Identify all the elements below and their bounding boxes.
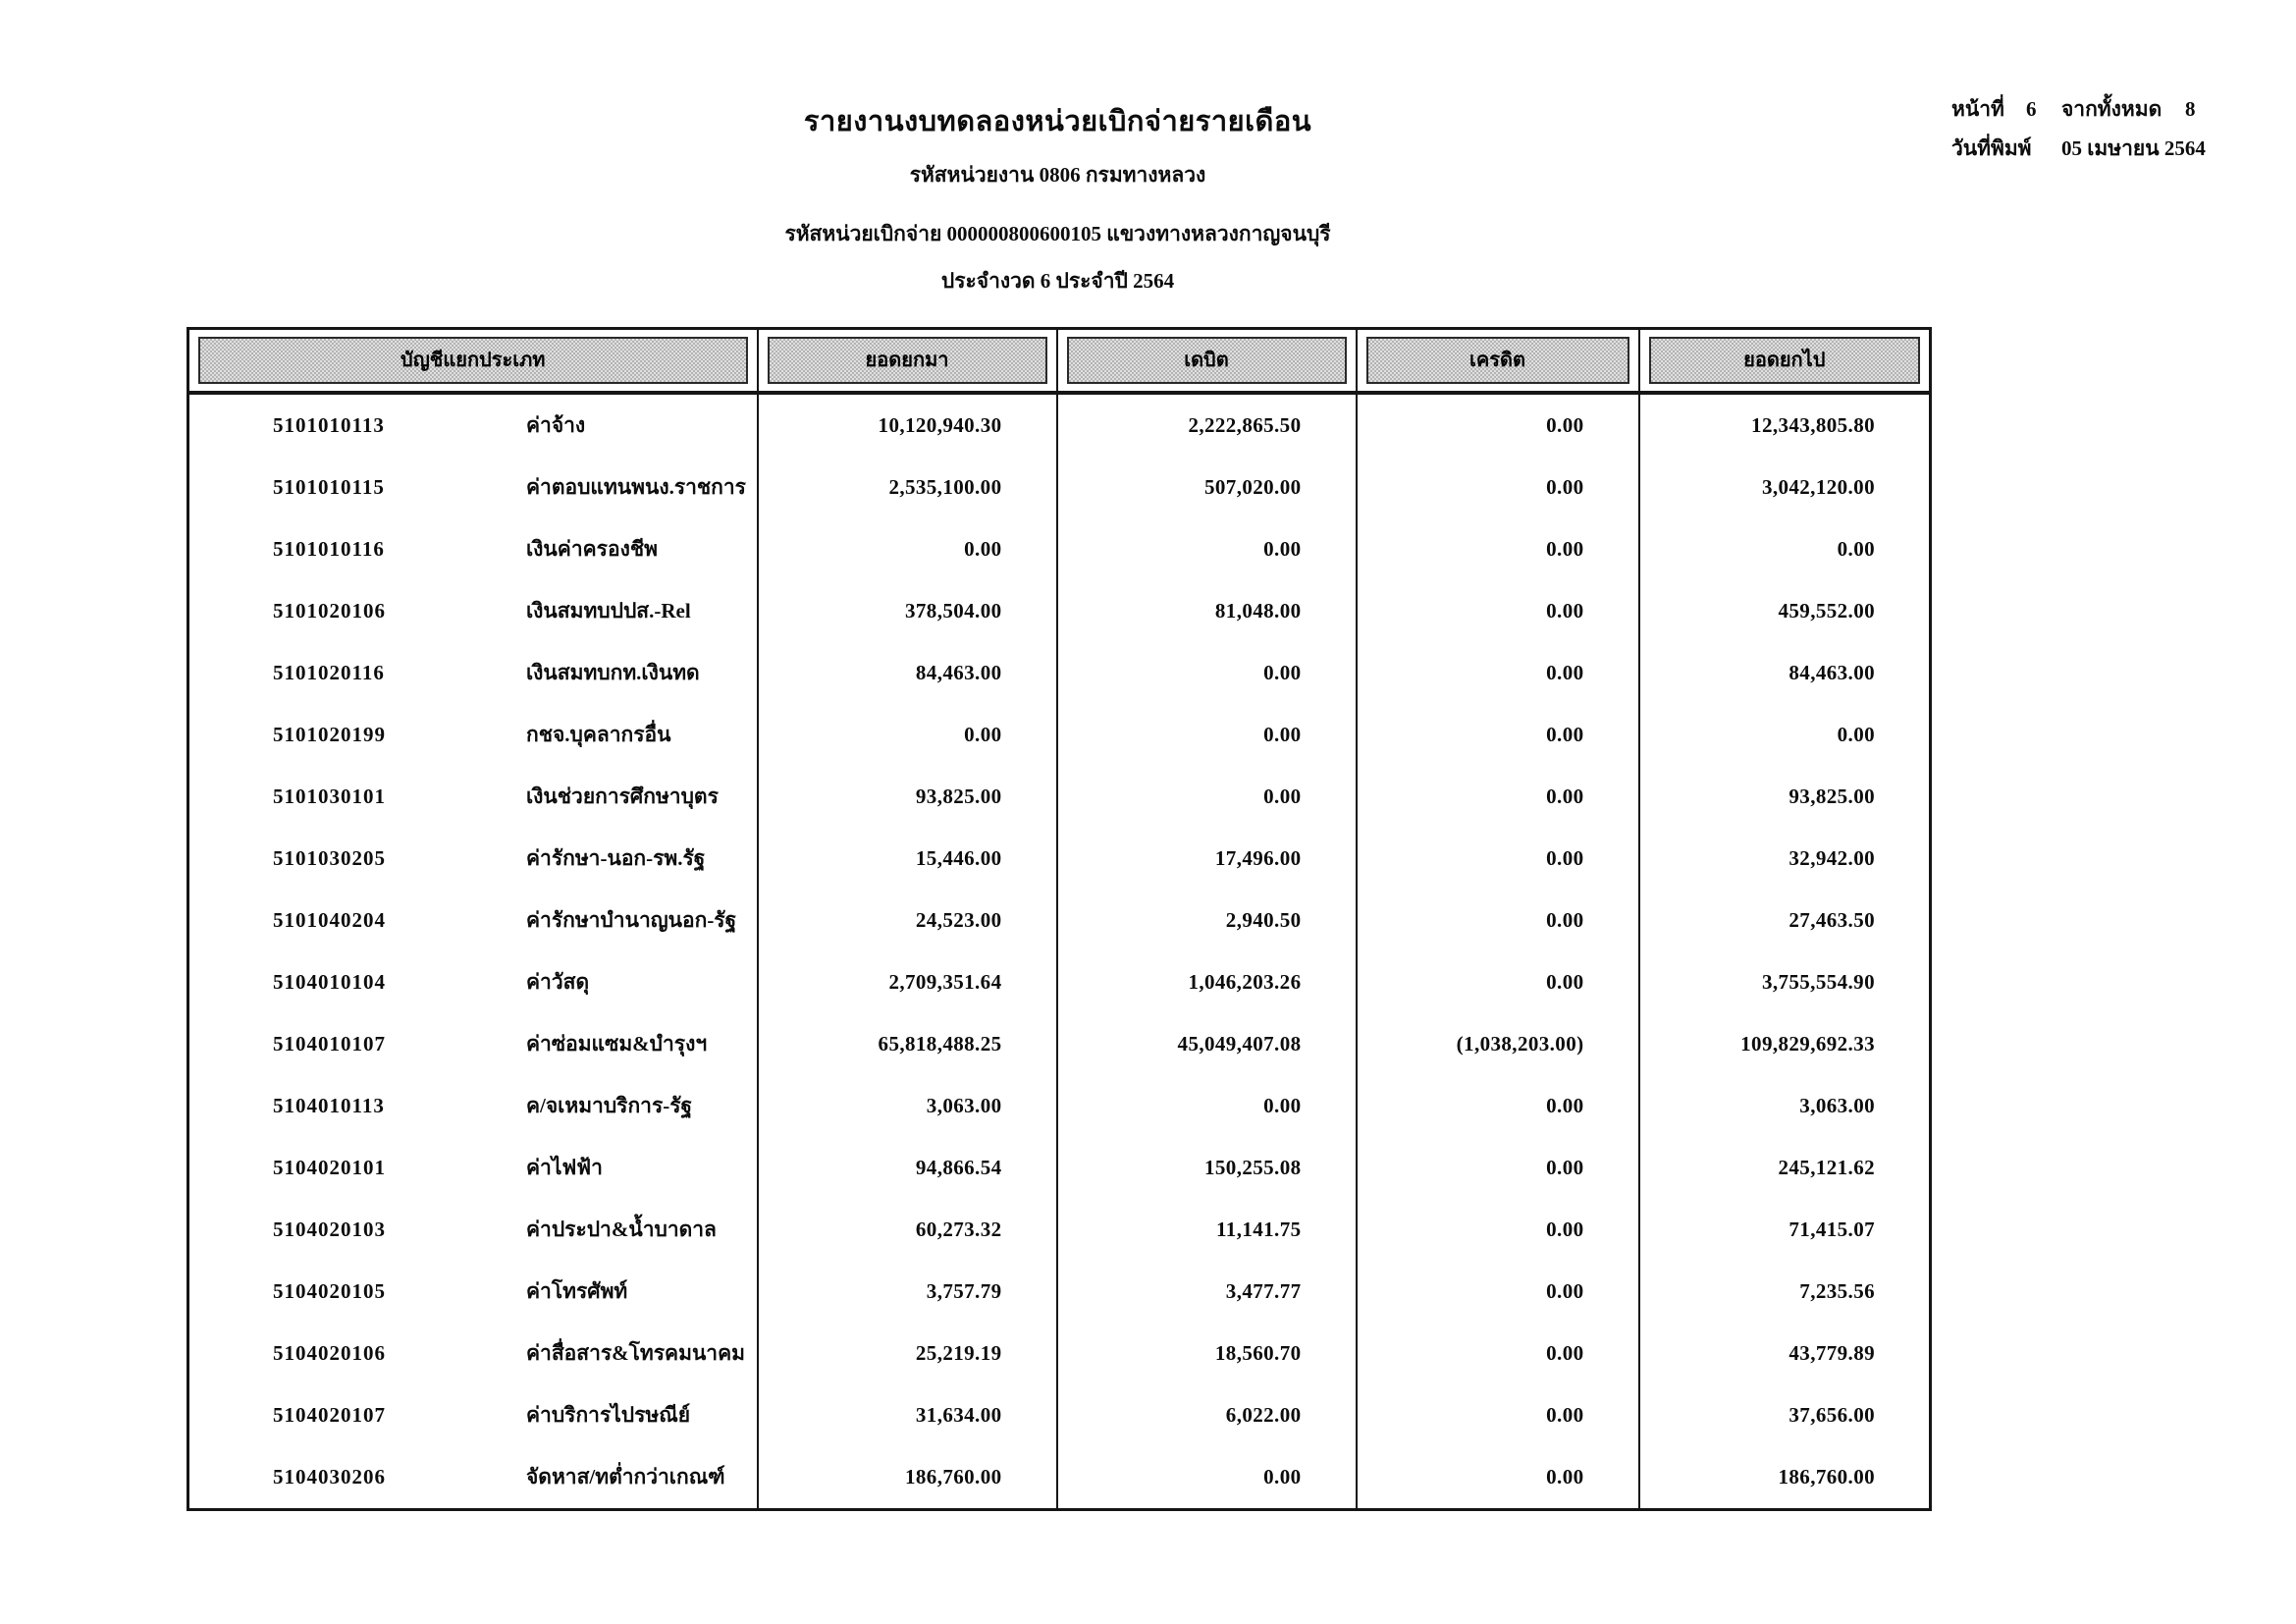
account-name: ค่าประปา&น้ำบาดาล — [526, 1218, 717, 1241]
table-row — [188, 1137, 1931, 1199]
account-name: ค่าโทรศัพท์ — [526, 1279, 628, 1303]
account-cell — [188, 1323, 758, 1384]
opening-balance-cell: 93,825.00 — [758, 766, 1057, 828]
total-pages-value: 8 — [2185, 97, 2196, 121]
credit-cell: 0.00 — [1357, 766, 1639, 828]
column-header-debit-label: เดบิต — [1067, 337, 1347, 384]
closing-balance-cell: 0.00 — [1837, 537, 1875, 561]
opening-balance-cell: 2,535,100.00 — [758, 457, 1057, 518]
closing-balance-cell: 27,463.50 — [1789, 908, 1875, 932]
credit-cell: 0.00 — [1357, 457, 1639, 518]
account-cell — [188, 642, 758, 704]
account-cell — [188, 457, 758, 518]
opening-balance-cell: 186,760.00 — [758, 1446, 1057, 1510]
table-row — [188, 890, 1931, 951]
column-header-credit-label: เครดิต — [1366, 337, 1629, 384]
credit-cell: 0.00 — [1357, 1137, 1639, 1199]
period-line: ประจำงวด 6 ประจำปี 2564 — [940, 269, 1175, 293]
page-number-value: 6 — [2026, 97, 2037, 121]
table-row — [188, 951, 1931, 1013]
closing-balance-cell: 84,463.00 — [1789, 661, 1875, 684]
opening-balance-cell: 25,219.19 — [758, 1323, 1057, 1384]
account-code: 5104020105 — [273, 1279, 386, 1303]
debit-cell: 0.00 — [1057, 704, 1357, 766]
account-cell — [188, 1013, 758, 1075]
account-cell — [188, 580, 758, 642]
debit-cell: 45,049,407.08 — [1057, 1013, 1357, 1075]
column-header-closing-balance-label: ยอดยกไป — [1649, 337, 1921, 384]
account-code: 5101010116 — [273, 537, 385, 561]
table-row — [188, 704, 1931, 766]
account-cell — [188, 890, 758, 951]
credit-cell: 0.00 — [1357, 518, 1639, 580]
column-header-closing-balance — [1639, 329, 1931, 394]
page-title: รายงานงบทดลองหน่วยเบิกจ่ายรายเดือน — [803, 106, 1312, 137]
debit-cell: 0.00 — [1057, 766, 1357, 828]
account-cell — [188, 951, 758, 1013]
account-name: ค่าไฟฟ้า — [526, 1156, 603, 1179]
column-header-account-label: บัญชีแยกประเภท — [198, 337, 748, 384]
table-row — [188, 393, 1931, 457]
account-name: เงินช่วยการศึกษาบุตร — [526, 785, 719, 808]
account-code: 5101020199 — [273, 723, 386, 746]
credit-cell: 0.00 — [1357, 951, 1639, 1013]
account-cell — [188, 766, 758, 828]
account-code: 5104020103 — [273, 1218, 386, 1241]
account-cell — [188, 704, 758, 766]
closing-balance-cell: 0.00 — [1837, 723, 1875, 746]
account-name: ค/จเหมาบริการ-รัฐ — [526, 1094, 693, 1117]
table-header-row — [188, 329, 1931, 394]
table-row — [188, 642, 1931, 704]
print-date-line — [1951, 134, 2206, 163]
closing-balance-cell: 109,829,692.33 — [1740, 1032, 1875, 1056]
credit-cell: 0.00 — [1357, 580, 1639, 642]
account-name: ค่าจ้าง — [526, 413, 586, 437]
table-row — [188, 1199, 1931, 1261]
credit-cell: 0.00 — [1357, 1446, 1639, 1510]
account-name: ค่าซ่อมแซม&บำรุงฯ — [526, 1032, 708, 1056]
account-name: จัดหาส/ทต่ำกว่าเกณฑ์ — [526, 1465, 725, 1489]
table-row — [188, 518, 1931, 580]
account-cell — [188, 1199, 758, 1261]
account-cell — [188, 393, 758, 457]
debit-cell: 0.00 — [1057, 518, 1357, 580]
debit-cell: 0.00 — [1057, 1446, 1357, 1510]
table-row — [188, 1013, 1931, 1075]
opening-balance-cell: 2,709,351.64 — [758, 951, 1057, 1013]
account-cell — [188, 1446, 758, 1510]
opening-balance-cell: 378,504.00 — [758, 580, 1057, 642]
credit-cell: 0.00 — [1357, 1261, 1639, 1323]
account-cell — [188, 1075, 758, 1137]
closing-balance-cell: 3,042,120.00 — [1761, 475, 1875, 499]
closing-balance-cell: 37,656.00 — [1789, 1403, 1875, 1427]
table-row — [188, 1384, 1931, 1446]
account-name: กชจ.บุคลากรอื่น — [526, 723, 671, 746]
credit-cell: 0.00 — [1357, 1075, 1639, 1137]
opening-balance-cell: 0.00 — [758, 518, 1057, 580]
page-number-line — [1951, 94, 2206, 124]
account-cell — [188, 518, 758, 580]
closing-balance-cell: 7,235.56 — [1799, 1279, 1875, 1303]
account-name: ค่าสื่อสาร&โทรคมนาคม — [526, 1341, 745, 1365]
debit-cell: 11,141.75 — [1057, 1199, 1357, 1261]
opening-balance-cell: 94,866.54 — [758, 1137, 1057, 1199]
opening-balance-cell: 15,446.00 — [758, 828, 1057, 890]
opening-balance-cell: 65,818,488.25 — [758, 1013, 1057, 1075]
opening-balance-cell: 84,463.00 — [758, 642, 1057, 704]
closing-balance-cell: 93,825.00 — [1789, 785, 1875, 808]
account-name: ค่าบริการไปรษณีย์ — [526, 1403, 691, 1427]
account-code: 5104020106 — [273, 1341, 386, 1365]
account-name: ค่าวัสดุ — [526, 970, 590, 994]
table-body — [188, 393, 1931, 1510]
account-code: 5101020106 — [273, 599, 386, 623]
account-code: 5104010107 — [273, 1032, 386, 1056]
account-code: 5104020101 — [273, 1156, 386, 1179]
account-name: ค่ารักษาบำนาญนอก-รัฐ — [526, 908, 737, 932]
table-row — [188, 580, 1931, 642]
closing-balance-cell: 43,779.89 — [1789, 1341, 1875, 1365]
debit-cell: 6,022.00 — [1057, 1384, 1357, 1446]
closing-balance-cell: 3,063.00 — [1799, 1094, 1875, 1117]
opening-balance-cell: 31,634.00 — [758, 1384, 1057, 1446]
account-code: 5104030206 — [273, 1465, 386, 1489]
table-row — [188, 1446, 1931, 1510]
debit-cell: 1,046,203.26 — [1057, 951, 1357, 1013]
opening-balance-cell: 10,120,940.30 — [758, 393, 1057, 457]
debit-cell: 81,048.00 — [1057, 580, 1357, 642]
credit-cell: 0.00 — [1357, 1384, 1639, 1446]
closing-balance-cell: 3,755,554.90 — [1761, 970, 1875, 994]
closing-balance-cell: 245,121.62 — [1778, 1156, 1875, 1179]
disbursement-unit-line: รหัสหน่วยเบิกจ่าย 000000800600105 แขวงทางหลวงกาญจนบุรี — [784, 222, 1331, 245]
debit-cell: 17,496.00 — [1057, 828, 1357, 890]
credit-cell: 0.00 — [1357, 1323, 1639, 1384]
opening-balance-cell: 60,273.32 — [758, 1199, 1057, 1261]
opening-balance-cell: 3,063.00 — [758, 1075, 1057, 1137]
table-row — [188, 457, 1931, 518]
table-row — [188, 1075, 1931, 1137]
debit-cell: 18,560.70 — [1057, 1323, 1357, 1384]
account-code: 5101040204 — [273, 908, 386, 932]
column-header-credit — [1357, 329, 1639, 394]
account-cell — [188, 1384, 758, 1446]
account-cell — [188, 1137, 758, 1199]
debit-cell: 2,940.50 — [1057, 890, 1357, 951]
debit-cell: 0.00 — [1057, 642, 1357, 704]
debit-cell: 150,255.08 — [1057, 1137, 1357, 1199]
agency-code-line: รหัสหน่วยงาน 0806 กรมทางหลวง — [909, 163, 1206, 187]
opening-balance-cell: 24,523.00 — [758, 890, 1057, 951]
debit-cell: 0.00 — [1057, 1075, 1357, 1137]
print-date-value: 05 เมษายน 2564 — [2061, 136, 2206, 160]
account-code: 5101020116 — [273, 661, 385, 684]
credit-cell: (1,038,203.00) — [1357, 1013, 1639, 1075]
table-row — [188, 828, 1931, 890]
column-header-opening-balance — [758, 329, 1057, 394]
closing-balance-cell: 71,415.07 — [1789, 1218, 1875, 1241]
credit-cell: 0.00 — [1357, 642, 1639, 704]
credit-cell: 0.00 — [1357, 704, 1639, 766]
account-code: 5104010113 — [273, 1094, 385, 1117]
debit-cell: 3,477.77 — [1057, 1261, 1357, 1323]
account-cell — [188, 828, 758, 890]
account-code: 5101030205 — [273, 846, 386, 870]
account-code: 5101010113 — [273, 413, 385, 437]
table-row — [188, 1261, 1931, 1323]
credit-cell: 0.00 — [1357, 1199, 1639, 1261]
closing-balance-cell: 186,760.00 — [1778, 1465, 1875, 1489]
credit-cell: 0.00 — [1357, 890, 1639, 951]
column-header-debit — [1057, 329, 1357, 394]
account-name: เงินค่าครองชีพ — [526, 537, 658, 561]
account-name: ค่ารักษา-นอก-รพ.รัฐ — [526, 846, 706, 870]
debit-cell: 2,222,865.50 — [1057, 393, 1357, 457]
closing-balance-cell: 12,343,805.80 — [1751, 413, 1875, 437]
table-row — [188, 1323, 1931, 1384]
page-meta — [1951, 94, 2206, 163]
column-header-opening-balance-label: ยอดยกมา — [768, 337, 1047, 384]
closing-balance-cell: 459,552.00 — [1778, 599, 1875, 623]
table-row — [188, 766, 1931, 828]
account-code: 5104020107 — [273, 1403, 386, 1427]
account-code: 5104010104 — [273, 970, 386, 994]
debit-cell: 507,020.00 — [1057, 457, 1357, 518]
trial-balance-table — [187, 327, 1932, 1511]
opening-balance-cell: 0.00 — [758, 704, 1057, 766]
account-name: เงินสมทบกท.เงินทด — [526, 661, 700, 684]
closing-balance-cell: 32,942.00 — [1789, 846, 1875, 870]
print-date-label: วันที่พิมพ์ — [1951, 136, 2032, 160]
page-number-label: หน้าที่ — [1951, 97, 2004, 121]
opening-balance-cell: 3,757.79 — [758, 1261, 1057, 1323]
credit-cell: 0.00 — [1357, 828, 1639, 890]
account-code: 5101010115 — [273, 475, 385, 499]
account-code: 5101030101 — [273, 785, 386, 808]
total-pages-label: จากทั้งหมด — [2061, 97, 2163, 121]
account-name: ค่าตอบแทนพนง.ราชการ — [526, 475, 746, 499]
report-header — [187, 102, 1929, 295]
credit-cell: 0.00 — [1357, 393, 1639, 457]
column-header-account — [188, 329, 758, 394]
account-name: เงินสมทบปปส.-Rel — [526, 599, 691, 623]
account-cell — [188, 1261, 758, 1323]
